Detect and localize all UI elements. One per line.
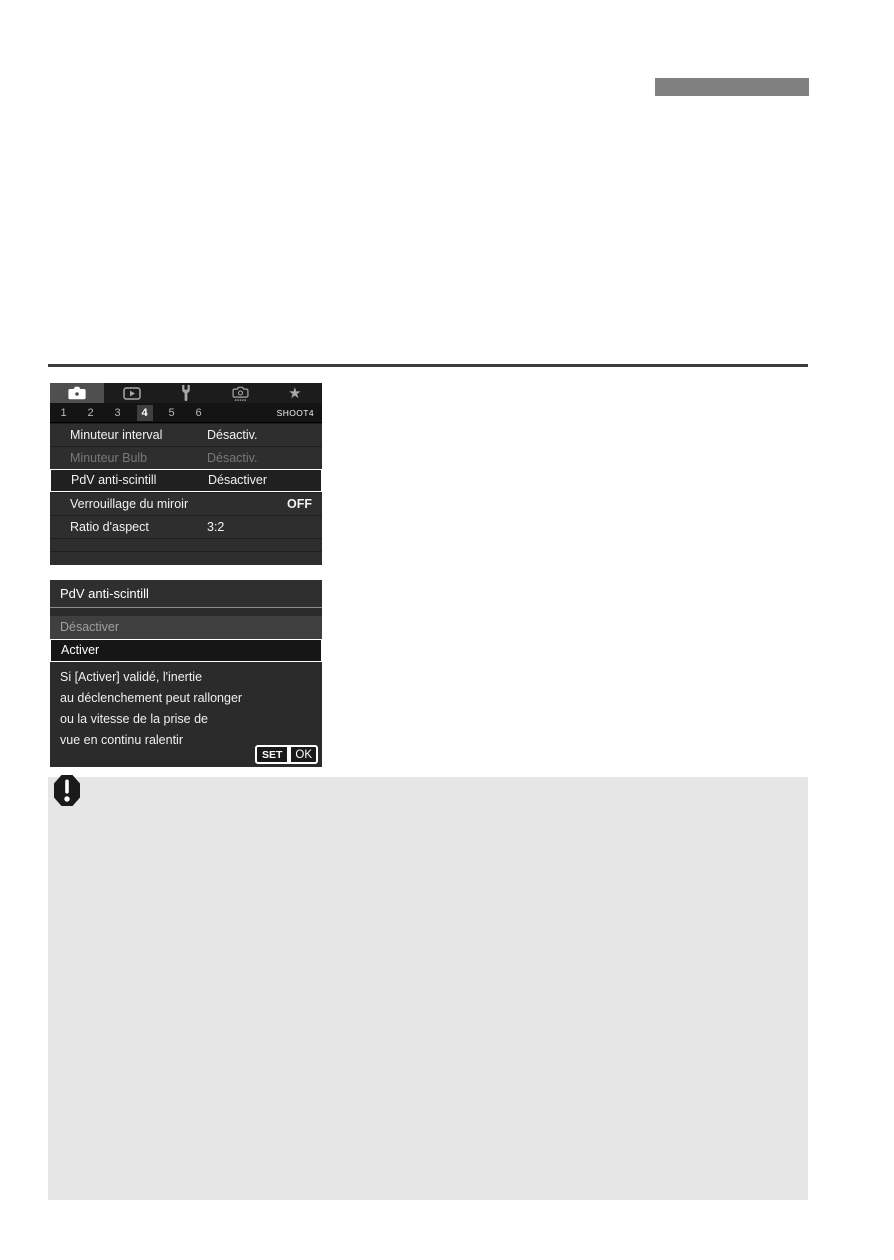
ok-label: OK bbox=[295, 748, 312, 761]
menu-item-interval-timer: Minuteur interval Désactiv. bbox=[50, 423, 322, 446]
menu-item-aspect-ratio: Ratio d'aspect 3:2 bbox=[50, 515, 322, 538]
spacer bbox=[50, 608, 322, 616]
tab-custom-functions-menu bbox=[213, 383, 267, 403]
setting-description bbox=[50, 662, 322, 751]
menu-page-2: 2 bbox=[87, 406, 94, 419]
menu-item-empty-row bbox=[50, 551, 322, 565]
menu-page-3: 3 bbox=[114, 406, 121, 419]
menu-page-4-selected: 4 bbox=[131, 405, 158, 421]
description-line: au déclenchement peut rallonger bbox=[60, 691, 243, 705]
description-line: vue en continu ralentir bbox=[60, 733, 183, 747]
menu-page-1: 1 bbox=[60, 406, 67, 419]
description-line: Si [Activer] validé, l'inertie bbox=[60, 670, 203, 684]
tab-playback-menu bbox=[104, 383, 158, 403]
camera-menu-screenshot-1 bbox=[50, 383, 322, 565]
setting-title: PdV anti-scintill bbox=[50, 580, 322, 608]
wrench-icon bbox=[181, 385, 191, 401]
menu-page-row bbox=[50, 403, 322, 423]
chapter-tab-placeholder bbox=[655, 78, 809, 96]
camera-menu-screenshot-2 bbox=[50, 580, 322, 767]
menu-item-empty-row bbox=[50, 538, 322, 551]
menu-item-antiflicker: PdV anti-scintill Désactiver bbox=[50, 469, 322, 492]
menu-item-bulb-timer: Minuteur Bulb Désactiv. bbox=[50, 446, 322, 469]
menu-page-5: 5 bbox=[168, 406, 175, 419]
set-key-label: SET bbox=[261, 748, 283, 761]
playback-icon bbox=[123, 387, 141, 400]
menu-item-mirror-lockup: Verrouillage du miroir OFF bbox=[50, 492, 322, 515]
tab-setup-menu bbox=[159, 383, 213, 403]
camera-dots-icon bbox=[232, 386, 249, 401]
menu-tab-bar bbox=[50, 383, 322, 403]
option-disable: Désactiver bbox=[50, 616, 322, 639]
tab-my-menu bbox=[268, 383, 322, 403]
tab-shooting-menu bbox=[50, 383, 104, 403]
section-divider bbox=[48, 364, 808, 367]
caution-note-box bbox=[48, 777, 808, 1200]
exclamation-octagon-icon bbox=[54, 775, 80, 806]
menu-page-code: SHOOT4 bbox=[276, 408, 314, 418]
camera-icon bbox=[68, 386, 86, 400]
menu-page-6: 6 bbox=[195, 406, 202, 419]
option-enable-selected: Activer bbox=[50, 639, 322, 662]
description-line: ou la vitesse de la prise de bbox=[60, 712, 209, 726]
set-ok-button bbox=[255, 745, 318, 764]
star-icon: ★ bbox=[288, 384, 302, 402]
